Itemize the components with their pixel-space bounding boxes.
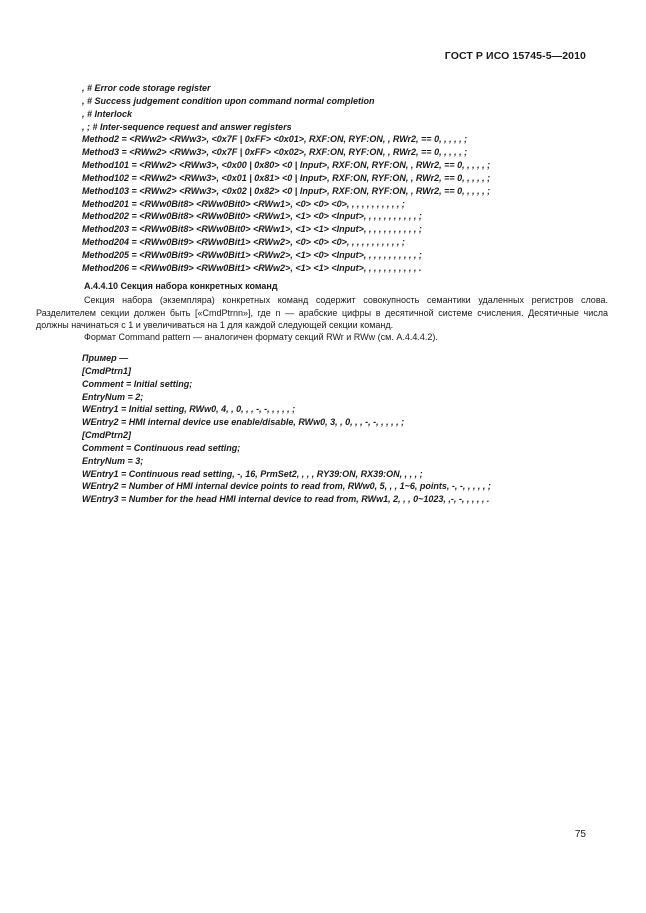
example-line: Comment = Initial setting; [82,378,193,389]
section-a-4-4-10 [36,280,608,343]
page-number: 75 [574,829,586,840]
code-line: Method2 = <RWw2> <RWw3>, <0x7F | 0xFF> <0x01>, RXF:ON, RYF:ON, , RWr2, == 0, , , , , ; [82,134,468,145]
example-line: WEntry3 = Number for the head HMI internal device to read from, RWw1, 2, , , 0~1023, ,-, -, , , , , . [82,494,490,505]
code-line: , # Success judgement condition upon command normal completion [82,95,375,106]
example-listing [82,352,602,506]
example-line: WEntry1 = Initial setting, RWw0, 4, , 0, , , -, -, , , , , ; [82,404,296,415]
code-line: Method101 = <RWw2> <RWw3>, <0x00 | 0x80> <0 | Input>, RXF:ON, RYF:ON, , RWr2, == 0, , , , , ; [82,160,491,171]
example-line: Пример — [82,353,129,363]
code-line: , ; # Inter-sequence request and answer registers [82,121,292,132]
code-line: Method202 = <RWw0Bit8> <RWw0Bit0> <RWw1>, <1> <0> <Input>, , , , , , , , , , , ; [82,211,422,222]
code-line: Method103 = <RWw2> <RWw3>, <0x02 | 0x82> <0 | Input>, RXF:ON, RYF:ON, , RWr2, == 0, , , , , ; [82,185,491,196]
code-listing [82,82,602,275]
example-line: WEntry1 = Continuous read setting, -, 16, PrmSet2, , , , RY39:ON, RX39:ON, , , , ; [82,468,423,479]
code-line: Method203 = <RWw0Bit8> <RWw0Bit0> <RWw1>, <1> <1> <Input>, , , , , , , , , , , ; [82,224,422,235]
code-line: Method102 = <RWw2> <RWw3>, <0x01 | 0x81> <0 | Input>, RXF:ON, RYF:ON, , RWr2, == 0, , , , , ; [82,172,491,183]
example-line: EntryNum = 3; [82,455,144,466]
code-line: , # Interlock [82,108,133,119]
code-line: Method3 = <RWw2> <RWw3>, <0x7F | 0xFF> <0x02>, RXF:ON, RYF:ON, , RWr2, == 0, , , , , ; [82,147,468,158]
example-line: [CmdPtrn2] [82,430,131,441]
example-line: WEntry2 = HMI internal device use enable/disable, RWw0, 3, , 0, , , -, -, , , , , ; [82,417,405,428]
example-line: EntryNum = 2; [82,391,144,402]
code-line: Method201 = <RWw0Bit8> <RWw0Bit0> <RWw1>, <0> <0> <0>, , , , , , , , , , , ; [82,198,405,209]
code-line: Method204 = <RWw0Bit9> <RWw0Bit1> <RWw2>, <0> <0> <0>, , , , , , , , , , , ; [82,237,405,248]
code-line: Method206 = <RWw0Bit9> <RWw0Bit1> <RWw2>, <1> <1> <Input>, , , , , , , , , , , . [82,262,422,273]
code-line: Method205 = <RWw0Bit9> <RWw0Bit1> <RWw2>, <1> <0> <Input>, , , , , , , , , , , ; [82,249,422,260]
section-paragraph-2: Формат Command pattern — аналогичен формату секций RWr и RWw (см. A.4.4.4.2). [84,332,438,343]
example-line: Comment = Continuous read setting; [82,442,241,453]
example-line: WEntry2 = Number of HMI internal device points to read from, RWw0, 5, , , 1~6, points, -, -, , , , , ; [82,481,491,492]
section-paragraph-1: Секция набора (экземпляра) конкретных команд содержит совокупность семантики удаленных регистров слова. Разделителем секции должен быть [«CmdPtrnn»], где n — арабские цифры в десятичной системе счисления. Десятичные числа должны начинаться с 1 и увеличиваться на 1 для каждой следующей секции команд. [36,295,608,330]
code-line: , # Error code storage register [82,83,211,93]
example-line: [CmdPtrn1] [82,365,131,376]
section-heading: A.4.4.10 Секция набора конкретных команд [84,281,278,291]
document-standard-header: ГОСТ Р ИСО 15745-5—2010 [444,50,586,62]
